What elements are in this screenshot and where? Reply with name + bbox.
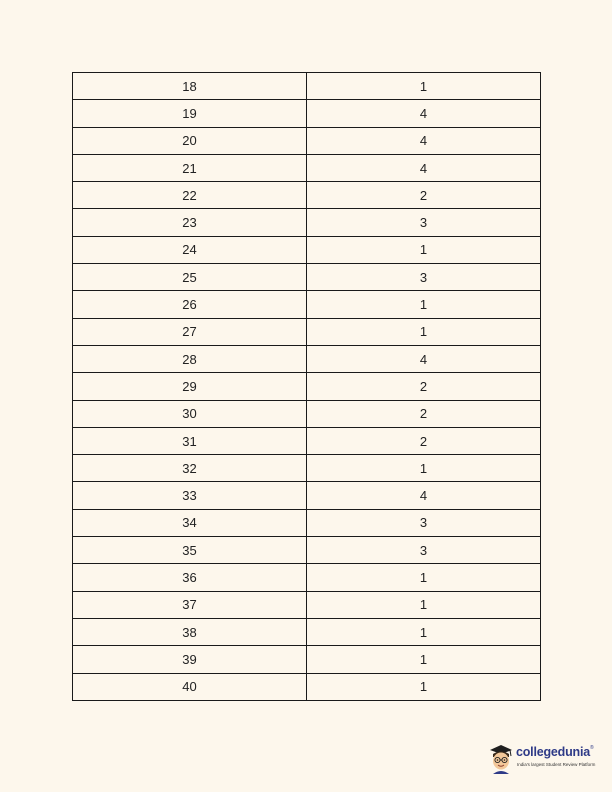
answer-option-cell: 3 — [307, 509, 541, 536]
answer-option-cell: 1 — [307, 646, 541, 673]
question-number-cell: 39 — [73, 646, 307, 673]
question-number-cell: 38 — [73, 618, 307, 645]
student-mascot-icon — [488, 744, 514, 774]
answer-option-cell: 1 — [307, 73, 541, 100]
table-row — [73, 318, 541, 345]
question-number-cell: 37 — [73, 591, 307, 618]
answer-option-cell: 3 — [307, 537, 541, 564]
answer-option-cell: 4 — [307, 100, 541, 127]
question-number-cell: 19 — [73, 100, 307, 127]
table-row — [73, 236, 541, 263]
table-row — [73, 591, 541, 618]
collegedunia-logo[interactable] — [488, 742, 598, 776]
answer-option-cell: 1 — [307, 455, 541, 482]
answer-option-cell: 1 — [307, 591, 541, 618]
answer-option-cell: 1 — [307, 618, 541, 645]
answer-option-cell: 1 — [307, 673, 541, 700]
answer-option-cell: 3 — [307, 209, 541, 236]
answer-key-body — [73, 73, 541, 701]
table-row — [73, 100, 541, 127]
question-number-cell: 24 — [73, 236, 307, 263]
question-number-cell: 32 — [73, 455, 307, 482]
question-number-cell: 27 — [73, 318, 307, 345]
answer-option-cell: 4 — [307, 154, 541, 181]
table-row — [73, 400, 541, 427]
question-number-cell: 31 — [73, 427, 307, 454]
answer-option-cell: 1 — [307, 236, 541, 263]
answer-option-cell: 4 — [307, 127, 541, 154]
answer-option-cell: 4 — [307, 482, 541, 509]
table-row — [73, 455, 541, 482]
answer-option-cell: 2 — [307, 182, 541, 209]
brand-name-text: collegedunia — [516, 745, 591, 759]
answer-option-cell: 4 — [307, 345, 541, 372]
table-row — [73, 264, 541, 291]
table-row — [73, 182, 541, 209]
answer-option-cell: 2 — [307, 373, 541, 400]
table-row — [73, 618, 541, 645]
table-row — [73, 209, 541, 236]
answer-key-table — [72, 72, 541, 701]
answer-option-cell: 2 — [307, 400, 541, 427]
table-row — [73, 373, 541, 400]
brand-tagline: India's largest Student Review Platform — [517, 762, 596, 767]
question-number-cell: 40 — [73, 673, 307, 700]
question-number-cell: 28 — [73, 345, 307, 372]
question-number-cell: 25 — [73, 264, 307, 291]
table-row — [73, 291, 541, 318]
table-row — [73, 127, 541, 154]
table-row — [73, 73, 541, 100]
question-number-cell: 21 — [73, 154, 307, 181]
table-row — [73, 345, 541, 372]
table-row — [73, 537, 541, 564]
table-row — [73, 154, 541, 181]
answer-option-cell: 1 — [307, 318, 541, 345]
question-number-cell: 22 — [73, 182, 307, 209]
brand-name — [516, 745, 594, 759]
question-number-cell: 36 — [73, 564, 307, 591]
question-number-cell: 34 — [73, 509, 307, 536]
answer-option-cell: 2 — [307, 427, 541, 454]
question-number-cell: 35 — [73, 537, 307, 564]
table-row — [73, 427, 541, 454]
question-number-cell: 30 — [73, 400, 307, 427]
table-row — [73, 564, 541, 591]
question-number-cell: 29 — [73, 373, 307, 400]
question-number-cell: 23 — [73, 209, 307, 236]
answer-option-cell: 1 — [307, 564, 541, 591]
table-row — [73, 646, 541, 673]
table-row — [73, 482, 541, 509]
table-row — [73, 673, 541, 700]
table-row — [73, 509, 541, 536]
question-number-cell: 20 — [73, 127, 307, 154]
answer-option-cell: 3 — [307, 264, 541, 291]
question-number-cell: 18 — [73, 73, 307, 100]
question-number-cell: 26 — [73, 291, 307, 318]
answer-option-cell: 1 — [307, 291, 541, 318]
brand-trademark: ® — [590, 745, 594, 751]
question-number-cell: 33 — [73, 482, 307, 509]
